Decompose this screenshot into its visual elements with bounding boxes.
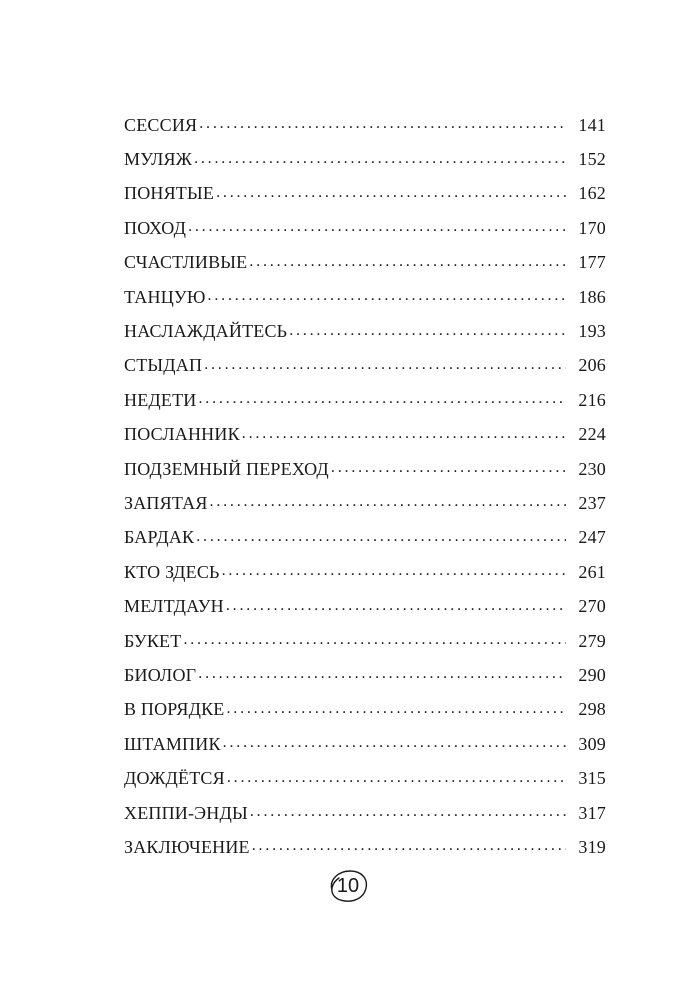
toc-leader-dots xyxy=(208,287,566,305)
toc-entry-title: ЗАКЛЮЧЕНИЕ xyxy=(124,836,250,857)
toc-entry-title: ДОЖДЁТСЯ xyxy=(124,768,225,789)
toc-entry-title: ПОНЯТЫЕ xyxy=(124,183,215,204)
toc-entry[interactable] xyxy=(124,314,606,348)
toc-leader-dots xyxy=(226,597,566,615)
toc-entry[interactable] xyxy=(124,486,606,520)
toc-entry-page: 261 xyxy=(578,561,606,582)
toc-entry-title: СЧАСТЛИВЫЕ xyxy=(124,252,248,273)
toc-entry-title: СТЫДАП xyxy=(124,355,203,376)
toc-entry-page: 270 xyxy=(578,596,606,617)
toc-leader-dots xyxy=(216,184,566,202)
toc-entry-title: В ПОРЯДКЕ xyxy=(124,699,225,720)
toc-entry-title: КТО ЗДЕСЬ xyxy=(124,561,220,582)
toc-entry-title: МУЛЯЖ xyxy=(124,149,193,170)
toc-entry-title: ПОСЛАННИК xyxy=(124,424,240,445)
toc-entry-page: 170 xyxy=(578,217,606,238)
toc-entry[interactable] xyxy=(124,418,606,452)
toc-leader-dots xyxy=(289,322,566,340)
toc-leader-dots xyxy=(250,803,566,821)
toc-entry[interactable] xyxy=(124,246,606,280)
toc-entry-page: 162 xyxy=(578,183,606,204)
toc-leader-dots xyxy=(199,115,566,133)
toc-entry-title: ХЕППИ-ЭНДЫ xyxy=(124,802,248,823)
page-number: 10 xyxy=(336,875,360,897)
toc-entry[interactable] xyxy=(124,521,606,555)
toc-leader-dots xyxy=(223,734,566,752)
toc-entry-title: БАРДАК xyxy=(124,527,195,548)
toc-leader-dots xyxy=(198,390,566,408)
toc-entry-title: БУКЕТ xyxy=(124,630,182,651)
toc-entry-page: 193 xyxy=(578,321,606,342)
toc-entry[interactable] xyxy=(124,349,606,383)
toc-entry[interactable] xyxy=(124,108,606,142)
toc-entry-page: 247 xyxy=(578,527,606,548)
toc-leader-dots xyxy=(196,528,566,546)
toc-entry-title: НАСЛАЖДАЙТЕСЬ xyxy=(124,321,288,342)
toc-entry[interactable] xyxy=(124,727,606,761)
toc-entry[interactable] xyxy=(124,693,606,727)
toc-entry-page: 309 xyxy=(578,733,606,754)
toc-entry-title: СЕССИЯ xyxy=(124,114,198,135)
toc-entry-page: 186 xyxy=(578,286,606,307)
toc-entry-page: 216 xyxy=(578,389,606,410)
toc-entry[interactable] xyxy=(124,555,606,589)
toc-entry-title: ПОХОД xyxy=(124,217,187,238)
toc-entry[interactable] xyxy=(124,383,606,417)
toc-leader-dots xyxy=(183,631,566,649)
table-of-contents xyxy=(124,108,606,865)
toc-entry[interactable] xyxy=(124,452,606,486)
toc-entry[interactable] xyxy=(124,796,606,830)
toc-entry-title: МЕЛТДАУН xyxy=(124,596,224,617)
toc-entry-page: 319 xyxy=(578,836,606,857)
toc-entry-title: ЗАПЯТАЯ xyxy=(124,492,208,513)
toc-entry-page: 290 xyxy=(578,664,606,685)
toc-entry[interactable] xyxy=(124,589,606,623)
toc-entry-page: 152 xyxy=(578,149,606,170)
toc-entry-page: 298 xyxy=(578,699,606,720)
toc-leader-dots xyxy=(227,769,566,787)
toc-leader-dots xyxy=(198,665,566,683)
toc-entry[interactable] xyxy=(124,830,606,864)
toc-entry-page: 237 xyxy=(578,492,606,513)
toc-entry-title: НЕДЕТИ xyxy=(124,389,197,410)
toc-entry[interactable] xyxy=(124,658,606,692)
toc-entry[interactable] xyxy=(124,280,606,314)
toc-entry-page: 279 xyxy=(578,630,606,651)
toc-leader-dots xyxy=(222,562,566,580)
toc-entry-page: 177 xyxy=(578,252,606,273)
toc-entry[interactable] xyxy=(124,142,606,176)
toc-entry-page: 141 xyxy=(578,114,606,135)
toc-entry[interactable] xyxy=(124,211,606,245)
toc-entry-page: 315 xyxy=(578,768,606,789)
toc-leader-dots xyxy=(249,253,566,271)
toc-leader-dots xyxy=(194,150,566,168)
toc-entry[interactable] xyxy=(124,624,606,658)
toc-leader-dots xyxy=(242,425,566,443)
toc-entry-title: БИОЛОГ xyxy=(124,664,197,685)
toc-entry[interactable] xyxy=(124,761,606,795)
toc-leader-dots xyxy=(210,493,566,511)
toc-entry-page: 230 xyxy=(578,458,606,479)
toc-leader-dots xyxy=(188,218,566,236)
toc-entry-title: ПОДЗЕМНЫЙ ПЕРЕХОД xyxy=(124,458,329,479)
toc-entry[interactable] xyxy=(124,177,606,211)
toc-leader-dots xyxy=(204,356,566,374)
toc-entry-page: 206 xyxy=(578,355,606,376)
toc-entry-title: ТАНЦУЮ xyxy=(124,286,206,307)
page-number-badge xyxy=(324,866,372,906)
toc-leader-dots xyxy=(252,837,566,855)
toc-leader-dots xyxy=(226,700,566,718)
toc-entry-page: 317 xyxy=(578,802,606,823)
toc-leader-dots xyxy=(331,459,566,477)
toc-entry-title: ШТАМПИК xyxy=(124,733,221,754)
toc-entry-page: 224 xyxy=(578,424,606,445)
